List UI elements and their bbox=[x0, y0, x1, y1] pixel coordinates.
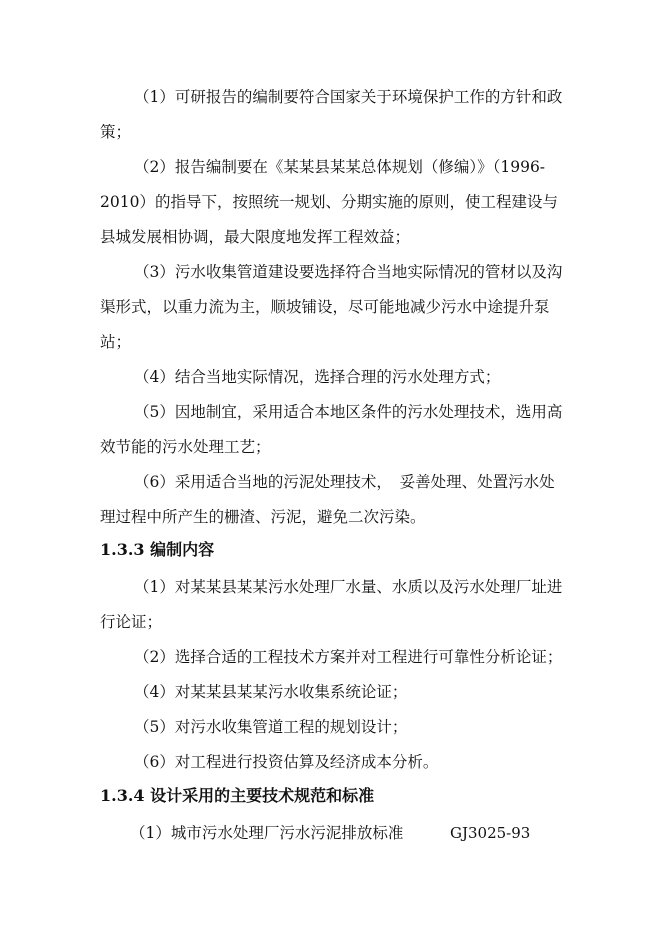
principle-4-line-1: （4）结合当地实际情况，选择合理的污水处理方式； bbox=[134, 368, 501, 386]
section-heading-1-3-4: 1.3.4 设计采用的主要技术规范和标准 bbox=[100, 786, 375, 805]
principle-5-line-1: （5）因地制宜，采用适合本地区条件的污水处理技术，选用高 bbox=[134, 403, 563, 421]
principle-1-line-1: （1）可研报告的编制要符合国家关于环境保护工作的方针和政 bbox=[134, 88, 563, 106]
principle-3-line-1: （3）污水收集管道建设要选择符合当地实际情况的管材以及沟 bbox=[134, 263, 563, 281]
principle-6-line-1: （6）采用适合当地的污泥处理技术， 妥善处理、处置污水处 bbox=[134, 473, 555, 491]
principle-2-line-3: 县城发展相协调，最大限度地发挥工程效益； bbox=[100, 228, 411, 246]
principle-2-line-2: 2010）的指导下，按照统一规划、分期实施的原则，使工程建设与 bbox=[100, 193, 558, 211]
principle-5-line-2: 效节能的污水处理工艺； bbox=[100, 438, 271, 456]
standard-1-name: （1）城市污水处理厂污水污泥排放标准 bbox=[130, 824, 404, 842]
content-4: （4）对某某县某某污水收集系统论证； bbox=[134, 683, 408, 701]
principle-1-line-2: 策； bbox=[100, 123, 132, 141]
principle-3-line-3: 站； bbox=[100, 333, 132, 351]
content-1-line-1: （1）对某某县某某污水处理厂水量、水质以及污水处理厂址进 bbox=[134, 578, 563, 596]
content-1-line-2: 行论证； bbox=[100, 613, 163, 631]
principle-6-line-2: 理过程中所产生的栅渣、污泥，避免二次污染。 bbox=[100, 508, 426, 526]
standard-1-code: GJ3025-93 bbox=[450, 824, 531, 842]
principle-2-line-1: （2）报告编制要在《某某县某某总体规划（修编）》（1996- bbox=[134, 158, 546, 176]
content-6: （6）对工程进行投资估算及经济成本分析。 bbox=[134, 753, 439, 771]
content-5: （5）对污水收集管道工程的规划设计； bbox=[134, 718, 408, 736]
content-2: （2）选择合适的工程技术方案并对工程进行可靠性分析论证； bbox=[134, 648, 563, 666]
principle-3-line-2: 渠形式，以重力流为主，顺坡铺设，尽可能地减少污水中途提升泵 bbox=[100, 298, 550, 316]
section-heading-1-3-3: 1.3.3 编制内容 bbox=[100, 540, 215, 559]
